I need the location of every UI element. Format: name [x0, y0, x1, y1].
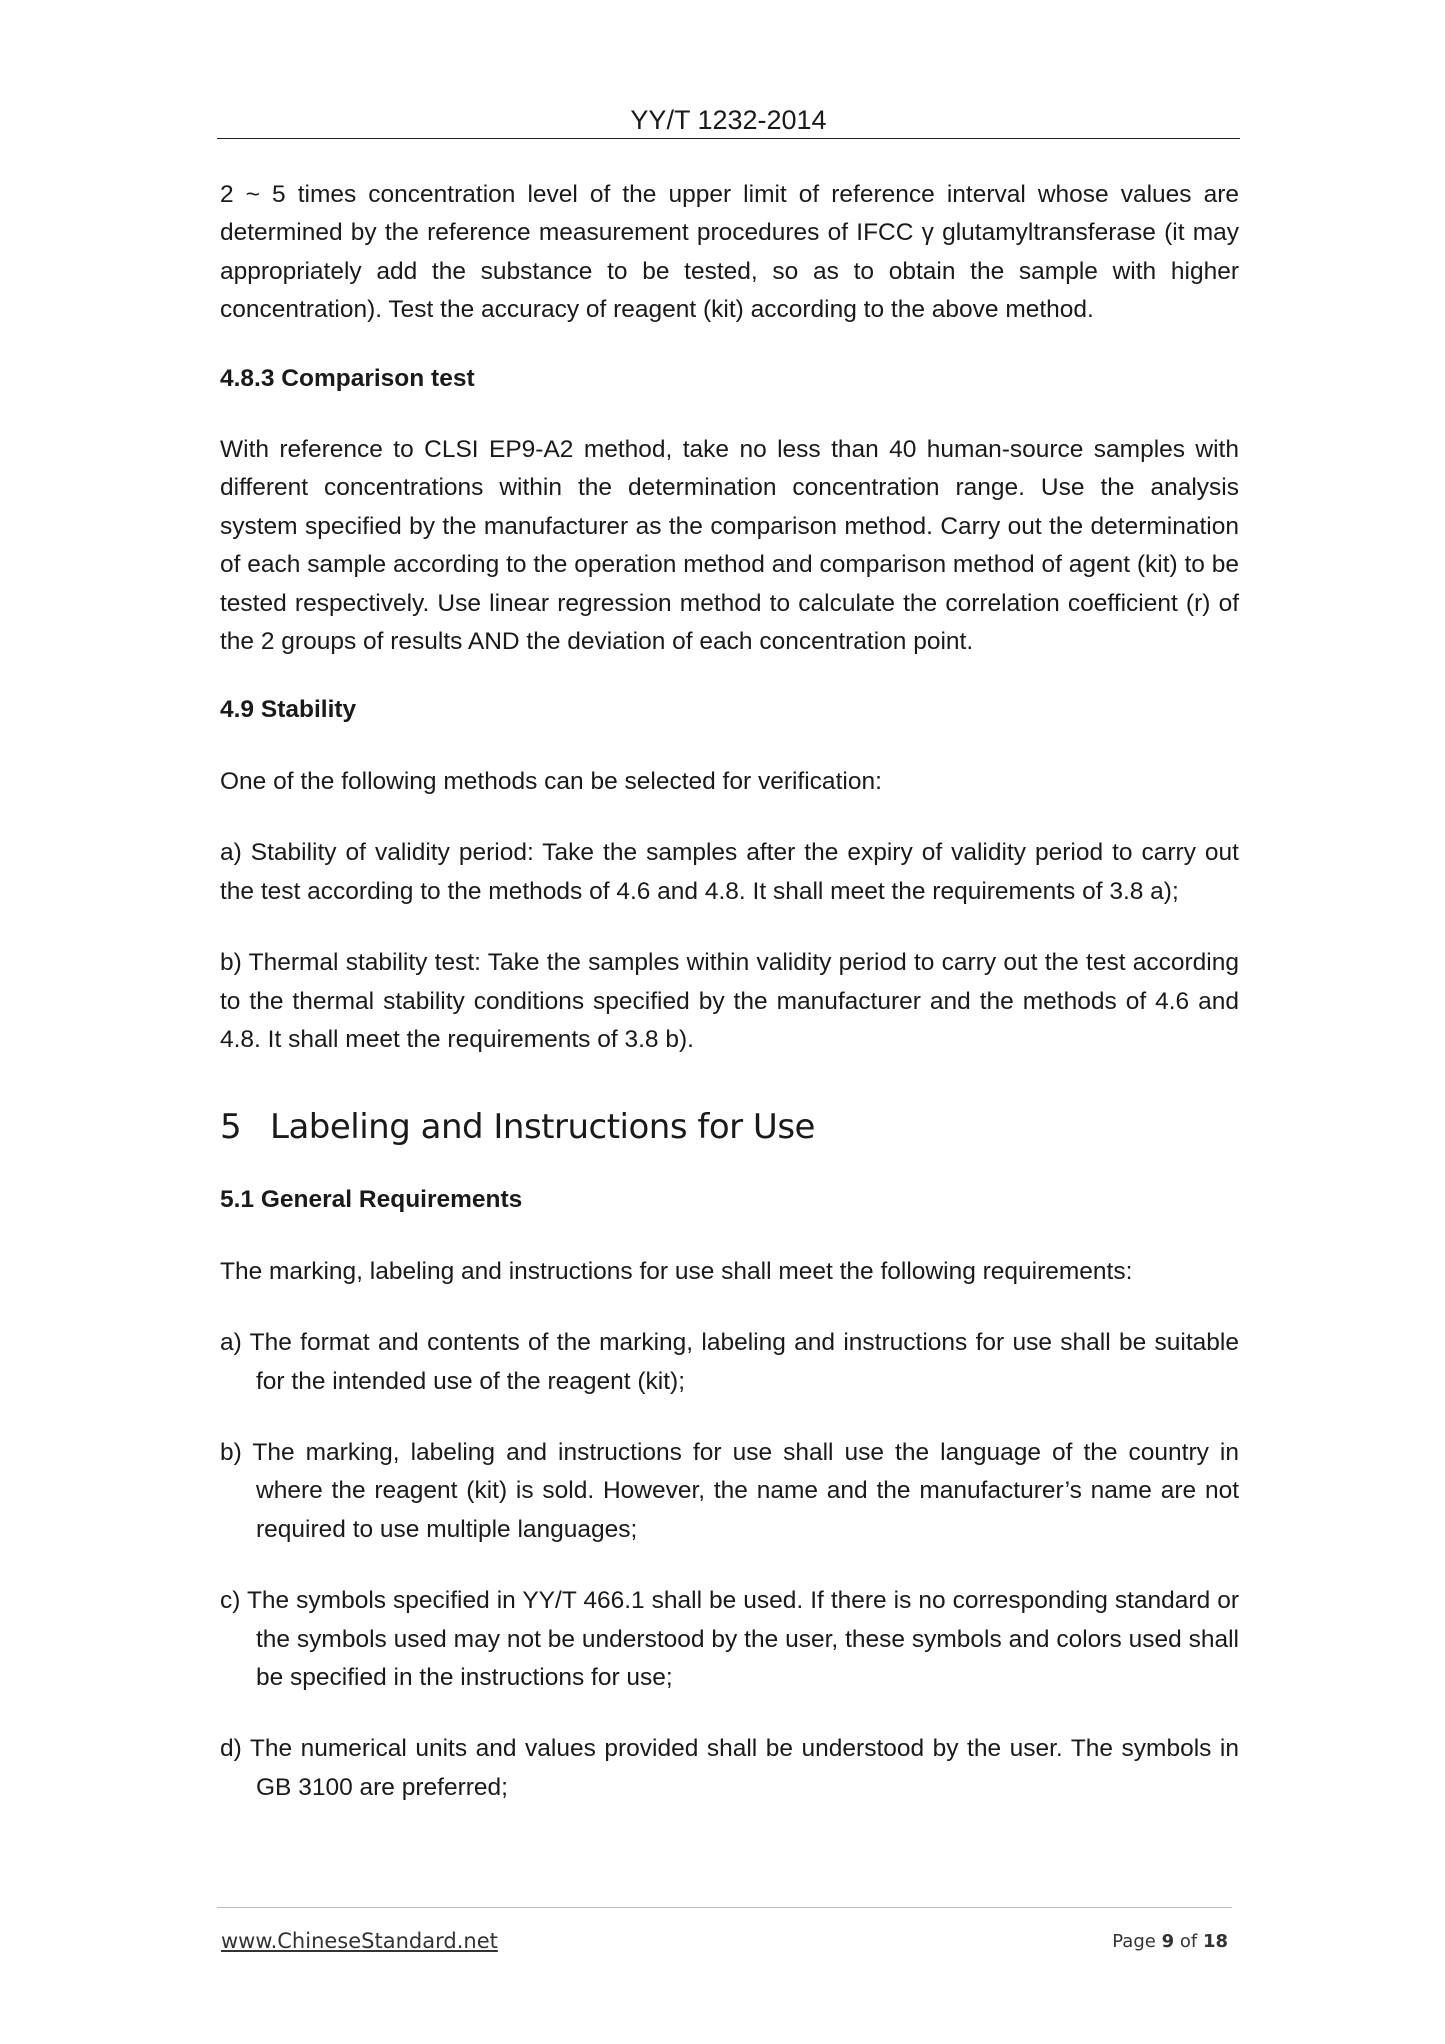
list-item-a: a) The format and contents of the marking, labeling and instructions for use shall be suitable for the intended use of the reagent (kit); — [220, 1329, 1239, 1395]
list-item-b: b) The marking, labeling and instructions for use shall use the language of the country in where the reagent (kit) is sold. However, the name and the manufacturer’s name are not required to use multiple languages; — [220, 1438, 1239, 1543]
list-item-c: c) The symbols specified in YY/T 466.1 shall be used. If there is no corresponding standard or the symbols used may not be understood by the user, these symbols and colors used shall be specified in the instructions for use; — [220, 1587, 1239, 1691]
paragraph-accuracy-continued: 2 ~ 5 times concentration level of the upper limit of reference interval whose values are determined by the reference measurement procedures of IFCC γ glutamyltransferase (it may appropriately add the substance to be tested, so as to obtain the sample with higher concentration). Test the accuracy of reagent (kit) according to the above method. — [220, 181, 1239, 324]
section-5-title: Labeling and Instructions for Use — [270, 1107, 815, 1148]
heading-4-9: 4.9 Stability — [220, 696, 357, 724]
heading-5-1: 5.1 General Requirements — [220, 1186, 523, 1214]
section-5-heading — [220, 1103, 1239, 1151]
paragraph-stability-intro: One of the following methods can be selected for verification: — [220, 767, 882, 795]
paragraph-stability-b: b) Thermal stability test: Take the samples within validity period to carry out the test according to the thermal stability conditions specified by the manufacturer and the methods of 4.6 and 4.8. It shall meet the requirements of 3.8 b). — [220, 949, 1239, 1053]
page-current: 9 — [1161, 1931, 1175, 1952]
list-item-d: d) The numerical units and values provided shall be understood by the user. The symbols in GB 3100 are preferred; — [220, 1735, 1239, 1801]
page-total: 18 — [1202, 1931, 1228, 1952]
footer-website-link[interactable]: www.ChineseStandard.net — [221, 1929, 498, 1953]
heading-4-8-3: 4.8.3 Comparison test — [220, 364, 475, 392]
standard-id: YY/T 1232-2014 — [630, 105, 827, 135]
paragraph-comparison-test: With reference to CLSI EP9-A2 method, take no less than 40 human-source samples with different concentrations within the determination concentration range. Use the analysis system specified by the manufacturer as the comparison method. Carry out the determination of each sample according to the operation method and comparison method of agent (kit) to be tested respectively. Use linear regression method to calculate the correlation coefficient (r) of the 2 groups of results AND the deviation of each concentration point. — [220, 436, 1239, 656]
page-label: Page — [1112, 1931, 1156, 1952]
page-header — [217, 100, 1240, 139]
footer-divider — [217, 1907, 1232, 1908]
page-of: of — [1179, 1931, 1198, 1952]
paragraph-general-requirements: The marking, labeling and instructions for use shall meet the following requirements: — [220, 1257, 1133, 1285]
section-5-number: 5 — [220, 1107, 242, 1148]
document-body — [220, 176, 1239, 1807]
page-number — [1112, 1931, 1228, 1952]
paragraph-stability-a: a) Stability of validity period: Take the samples after the expiry of validity period to carry out the test according to the methods of 4.6 and 4.8. It shall meet the requirements of 3.8 a); — [220, 839, 1239, 905]
